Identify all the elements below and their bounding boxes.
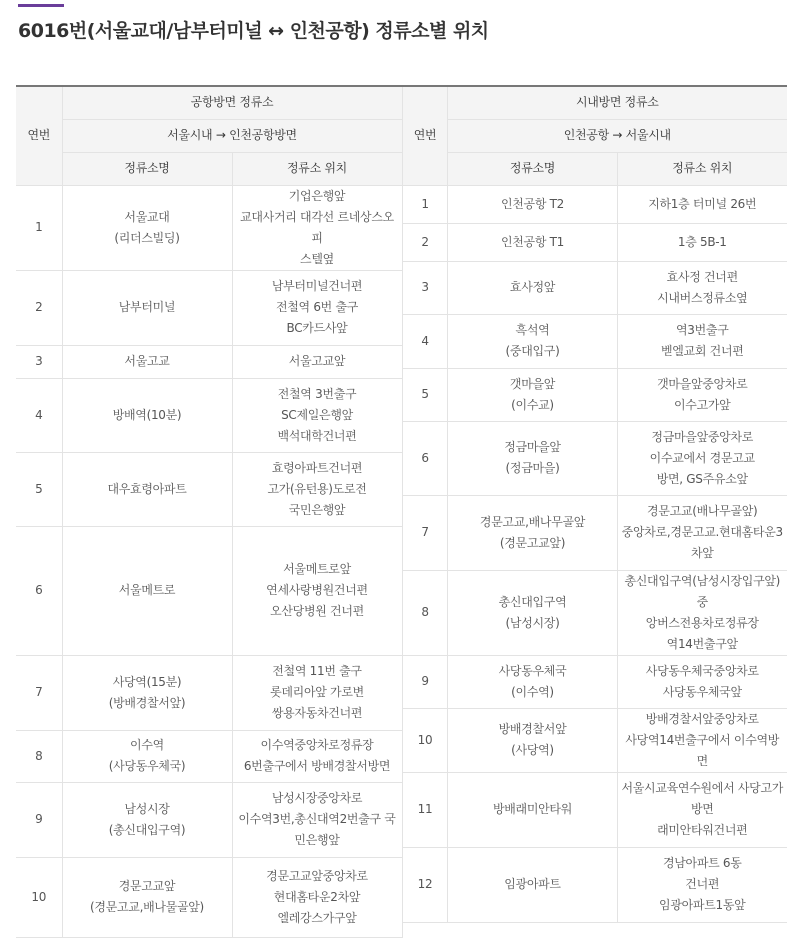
citybound-stop-location-cell: [618, 655, 787, 708]
citybound-stop-name: 갯마을앞 (이수교): [509, 376, 556, 412]
citybound-stop-location-cell: [618, 261, 787, 314]
airbound-stops-table: [16, 85, 403, 938]
airbound-row: [16, 655, 402, 730]
citybound-stop-number-cell: [403, 185, 448, 223]
airbound-stop-name-cell: [62, 655, 232, 730]
citybound-stop-number: 3: [421, 280, 429, 294]
airbound-stop-name-cell: [62, 452, 232, 526]
airbound-stop-number: 8: [35, 748, 43, 763]
citybound-stop-number-cell: [403, 708, 448, 772]
airbound-stop-location-cell: [232, 857, 402, 937]
citybound-stop-name-cell: [448, 314, 618, 368]
airbound-stop-name-cell: [62, 185, 232, 270]
citybound-stop-location: 총신대입구역(남성시장입구앞)중 앙버스전용차로정류장 역14번출구앞: [624, 573, 781, 651]
citybound-stop-number: 9: [421, 674, 429, 688]
citybound-stop-number: 6: [421, 450, 429, 465]
citybound-stop-name-cell: [448, 772, 618, 847]
citybound-rows: [403, 185, 787, 922]
citybound-stop-name-cell: [448, 708, 618, 772]
airbound-stop-number-cell: [16, 270, 62, 345]
airbound-stop-location-cell: [232, 270, 402, 345]
citybound-stop-name: 임광아파트: [504, 877, 561, 891]
citybound-row: [403, 570, 787, 655]
citybound-row: [403, 223, 787, 261]
airbound-stop-name: 남성시장 (총신대입구역): [108, 801, 186, 837]
citybound-stop-name: 인천공항 T2: [500, 196, 565, 211]
citybound-row: [403, 421, 787, 495]
title-accent-bar: [18, 4, 64, 7]
stop-tables: [16, 85, 786, 925]
airbound-stop-name: 서울고교: [124, 354, 170, 368]
citybound-stop-location: 경문고교(배나무골앞) 중앙차로,경문고교.현대홈타운3 차앞: [621, 504, 783, 560]
citybound-stop-name-cell: [448, 185, 618, 223]
citybound-stop-location-cell: [618, 185, 787, 223]
citybound-stop-number-cell: [403, 772, 448, 847]
citybound-stop-location: 방배경찰서앞중앙차로 사당역14번출구에서 이수역방면: [625, 711, 780, 768]
citybound-stop-name: 경문고교,배나무골앞 (경문고교앞): [479, 514, 586, 550]
citybound-stop-number: 4: [421, 333, 429, 348]
airbound-stop-number-cell: [16, 378, 62, 452]
citybound-stop-number: 8: [421, 605, 429, 619]
airbound-stop-location-cell: [232, 526, 402, 655]
airbound-stop-name: 남부터미널: [118, 300, 176, 314]
airbound-stop-location: 서울메트로앞 연세사랑병원건너편 오산당병원 건너편: [266, 562, 368, 618]
airbound-stop-number: 7: [35, 685, 43, 699]
airbound-stop-location-cell: [232, 378, 402, 452]
citybound-stop-location-cell: [618, 421, 787, 495]
citybound-row: [403, 655, 787, 708]
airbound-stop-name: 대우효령아파트: [107, 481, 187, 496]
citybound-stop-name-cell: [448, 495, 618, 570]
airbound-stop-name: 사당역(15분) (방배경찰서앞): [108, 674, 186, 710]
airbound-stop-location: 남성시장중앙차로 이수역3번,총신대역2번출구 국 민은행앞: [238, 791, 396, 847]
airbound-stop-location: 남부터미널건너편 전철역 6번 출구 BC카드사앞: [271, 279, 363, 335]
citybound-stop-number-cell: [403, 368, 448, 421]
citybound-stop-name-cell: [448, 570, 618, 655]
citybound-stop-location-cell: [618, 772, 787, 847]
citybound-no-header: 연번: [403, 86, 448, 185]
airbound-stop-location-cell: [232, 452, 402, 526]
citybound-stop-name-cell: [448, 421, 618, 495]
airbound-stop-name-cell: [62, 782, 232, 857]
citybound-stop-location-cell: [618, 708, 787, 772]
citybound-location-header: 정류소 위치: [618, 152, 787, 185]
citybound-direction: 인천공항 → 서울시내: [448, 119, 787, 152]
citybound-row: [403, 708, 787, 772]
airbound-stop-location-cell: [232, 730, 402, 782]
citybound-stop-location: 지하1층 터미널 26번: [648, 196, 757, 211]
citybound-row: [403, 368, 787, 421]
airbound-stop-number: 6: [35, 583, 43, 597]
citybound-stop-name: 방배경찰서앞 (사당역): [498, 722, 567, 757]
airbound-stop-location: 경문고교앞중앙차로 현대홈타운2차앞 엘레강스가구앞: [266, 868, 368, 925]
citybound-stop-location: 효사정 건너편 시내버스정류소옆: [657, 269, 748, 305]
airbound-stop-location-cell: [232, 345, 402, 378]
citybound-stop-location: 사당동우체국중앙차로 사당동우체국앞: [645, 663, 759, 699]
citybound-stop-name: 방배래미안타워: [492, 802, 573, 816]
citybound-stop-number-cell: [403, 421, 448, 495]
airbound-group-title: 공항방면 정류소: [62, 86, 402, 119]
citybound-stop-name: 총신대입구역 (남성시장): [498, 594, 567, 630]
airbound-stop-number-cell: [16, 857, 62, 937]
citybound-stop-name: 효사정앞: [509, 280, 556, 294]
airbound-stop-number: 2: [35, 300, 43, 314]
citybound-stop-number-cell: [403, 570, 448, 655]
citybound-stop-number: 10: [417, 732, 433, 747]
citybound-stop-name-cell: [448, 847, 618, 922]
airbound-stop-number-cell: [16, 345, 62, 378]
airbound-stop-name: 서울교대 (리더스빌딩): [114, 209, 180, 245]
citybound-stop-number-cell: [403, 495, 448, 570]
airbound-stop-number: 5: [35, 481, 43, 496]
citybound-stop-number: 2: [421, 234, 429, 249]
citybound-stop-number: 5: [421, 387, 429, 401]
citybound-stop-location: 정금마을앞중앙차로 이수교에서 경문고교 방면, GS주유소앞: [649, 429, 755, 486]
airbound-stop-location: 전철역 11번 출구 롯데리아앞 가로변 쌍용자동차건너편: [270, 664, 364, 720]
airbound-no-header: 연번: [16, 86, 62, 185]
citybound-row: [403, 495, 787, 570]
airbound-stop-name-cell: [62, 730, 232, 782]
airbound-stop-name-cell: [62, 378, 232, 452]
airbound-row: [16, 270, 402, 345]
airbound-stop-number: 10: [31, 889, 47, 904]
citybound-stop-location-cell: [618, 570, 787, 655]
citybound-row: [403, 847, 787, 922]
airbound-stop-number-cell: [16, 185, 62, 270]
airbound-stop-name: 방배역(10분): [112, 407, 182, 422]
citybound-stop-number-cell: [403, 223, 448, 261]
citybound-stop-number: 11: [417, 802, 433, 816]
airbound-stop-location-cell: [232, 782, 402, 857]
airbound-name-header: 정류소명: [62, 152, 232, 185]
airbound-location-header: 정류소 위치: [232, 152, 402, 185]
airbound-stop-number: 1: [35, 220, 43, 234]
citybound-name-header: 정류소명: [448, 152, 618, 185]
airbound-rows: [16, 185, 402, 937]
citybound-stop-name-cell: [448, 368, 618, 421]
citybound-stop-name-cell: [448, 261, 618, 314]
citybound-stop-number-cell: [403, 314, 448, 368]
citybound-row: [403, 314, 787, 368]
citybound-stop-location-cell: [618, 495, 787, 570]
citybound-stop-location: 역3번출구 벧엘교회 건너편: [660, 323, 744, 358]
airbound-row: [16, 185, 402, 270]
citybound-stop-name-cell: [448, 223, 618, 261]
airbound-stop-number-cell: [16, 655, 62, 730]
airbound-stop-name: 경문고교앞 (경문고교,배나물골앞): [90, 879, 204, 914]
airbound-row: [16, 345, 402, 378]
citybound-stop-number-cell: [403, 847, 448, 922]
airbound-stop-number: 9: [35, 812, 43, 826]
airbound-stop-name-cell: [62, 526, 232, 655]
airbound-stop-name: 이수역 (사당동우체국): [108, 738, 186, 773]
airbound-stop-location-cell: [232, 185, 402, 270]
page-title: 6016번(서울교대/남부터미널 ↔ 인천공항) 정류소별 위치: [18, 20, 489, 42]
airbound-stop-location: 전철역 3번출구 SC제일은행앞 백석대학건너편: [277, 386, 357, 443]
airbound-stop-name-cell: [62, 345, 232, 378]
airbound-stop-location: 서울고교앞: [288, 354, 346, 368]
citybound-stop-location: 경남아파트 6동 건너편 임광아파트1동앞: [659, 856, 746, 912]
airbound-stop-number-cell: [16, 782, 62, 857]
citybound-stop-location-cell: [618, 223, 787, 261]
airbound-row: [16, 378, 402, 452]
citybound-row: [403, 261, 787, 314]
airbound-row: [16, 857, 402, 937]
airbound-stop-location: 효령아파트건너편 고가(유턴용)도로전 국민은행앞: [267, 460, 367, 517]
citybound-stop-name: 사당동우체국 (이수역): [498, 663, 567, 699]
citybound-stop-number: 7: [421, 525, 429, 539]
airbound-stop-number-cell: [16, 730, 62, 782]
airbound-stop-number: 4: [35, 407, 43, 422]
citybound-stop-location-cell: [618, 368, 787, 421]
airbound-stop-number-cell: [16, 452, 62, 526]
citybound-stop-number-cell: [403, 261, 448, 314]
airbound-stop-number-cell: [16, 526, 62, 655]
airbound-stop-location-cell: [232, 655, 402, 730]
airbound-row: [16, 782, 402, 857]
citybound-stop-number: 12: [417, 877, 433, 891]
citybound-stop-location: 서울시교육연수원에서 사당고가 방면 래미안타워건너편: [621, 781, 784, 837]
citybound-stop-location: 1층 5B-1: [677, 234, 727, 249]
airbound-stop-number: 3: [35, 354, 43, 368]
citybound-stop-number-cell: [403, 655, 448, 708]
airbound-row: [16, 526, 402, 655]
citybound-row: [403, 772, 787, 847]
citybound-stop-name: 인천공항 T1: [500, 234, 565, 249]
airbound-stop-name: 서울메트로: [118, 583, 176, 597]
citybound-stops-table: [402, 85, 787, 923]
airbound-stop-location: 이수역중앙차로정류장 6번출구에서 방배경찰서방면: [243, 738, 391, 773]
airbound-stop-location: 기업은행앞 교대사거리 대각선 르네상스오피 스텔옆: [240, 188, 394, 266]
citybound-stop-name: 정금마을앞 (정금마을): [504, 440, 561, 475]
airbound-stop-name-cell: [62, 270, 232, 345]
citybound-stop-location: 갯마을앞중앙차로 이수고가앞: [657, 376, 748, 412]
airbound-direction: 서울시내 → 인천공항방면: [62, 119, 402, 152]
airbound-row: [16, 452, 402, 526]
citybound-stop-name-cell: [448, 655, 618, 708]
citybound-stop-location-cell: [618, 847, 787, 922]
airbound-stop-name-cell: [62, 857, 232, 937]
airbound-row: [16, 730, 402, 782]
citybound-group-title: 시내방면 정류소: [448, 86, 787, 119]
citybound-row: [403, 185, 787, 223]
citybound-stop-location-cell: [618, 314, 787, 368]
citybound-stop-name: 흑석역 (중대입구): [505, 323, 560, 358]
citybound-stop-number: 1: [421, 196, 429, 211]
